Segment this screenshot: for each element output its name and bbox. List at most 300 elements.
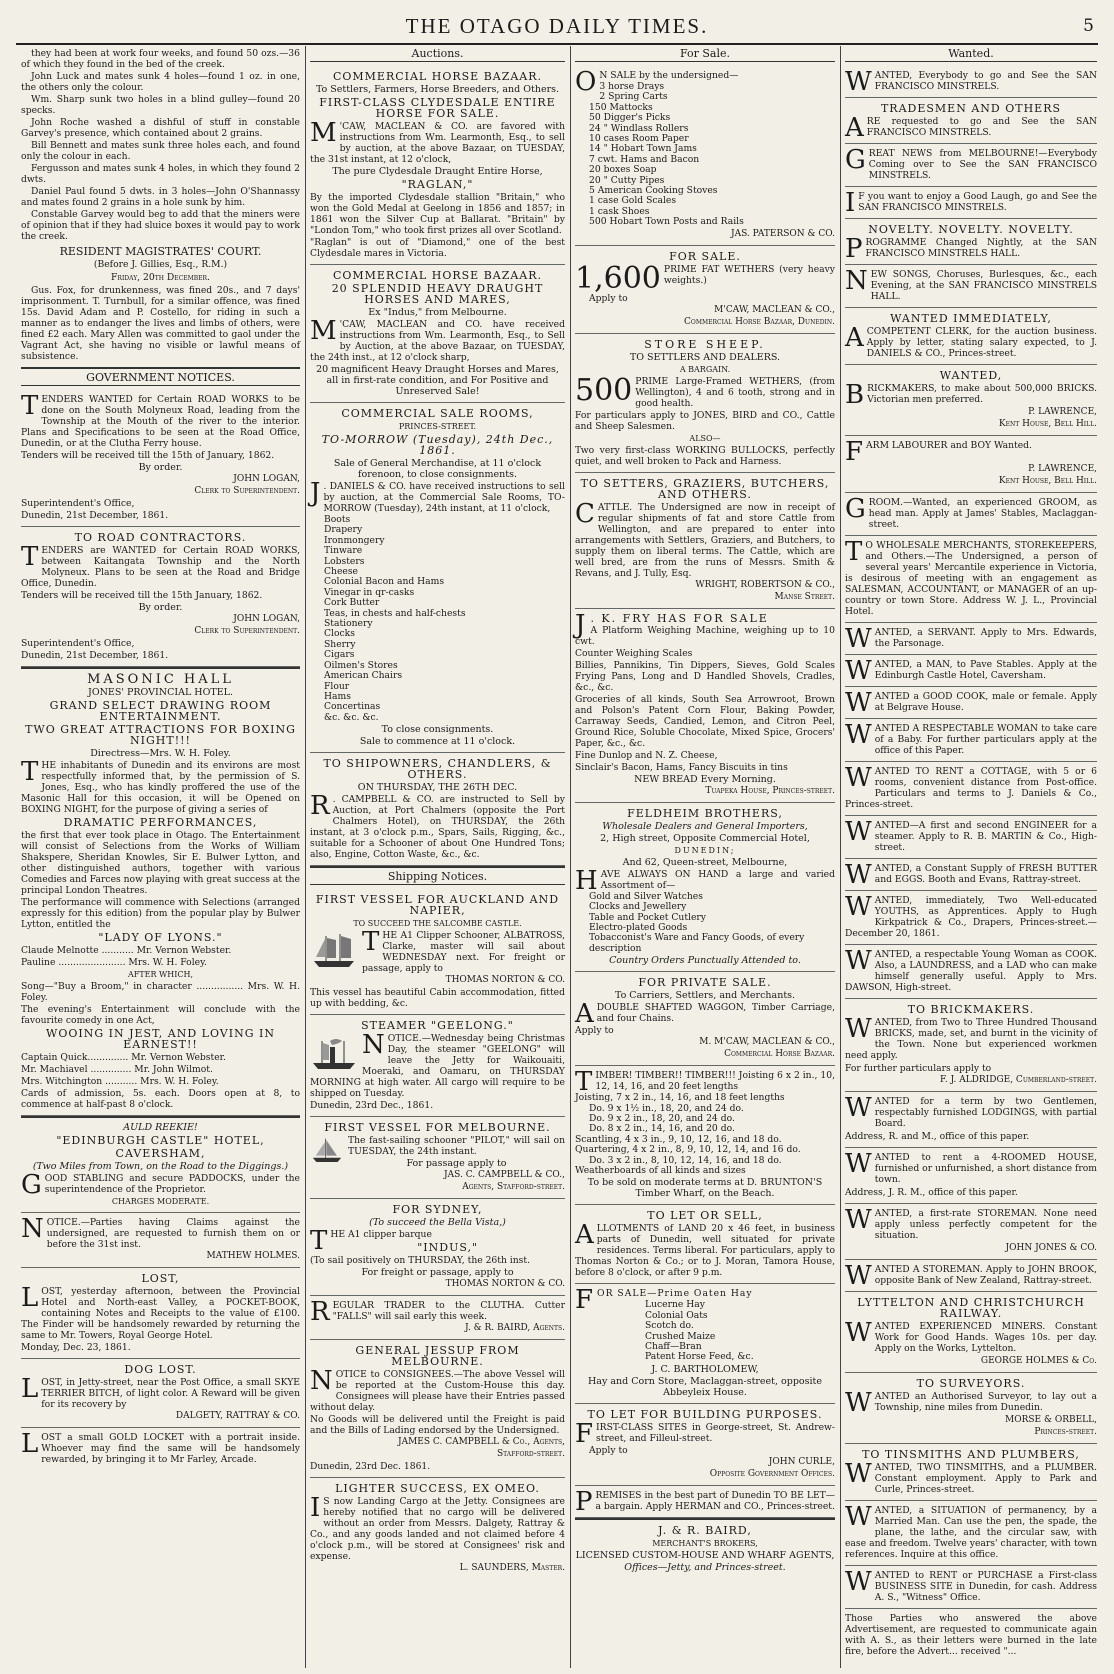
list-item: 10 cases Room Paper: [589, 133, 689, 145]
drop-cap: W: [845, 1388, 872, 1418]
ad-subtitle: DRAMATIC PERFORMANCES,: [63, 816, 258, 829]
ad-text: Fine Dunlop and N. Z. Cheese,: [575, 749, 718, 761]
ad-auld-reekie: [21, 1116, 300, 1213]
ad-masonic-hall: [21, 667, 300, 1116]
ad-text: HE A1 Clipper Schooner, ALBATROSS, Clarke, master will sail about WEDNESDAY next. For freight or passage, apply to: [362, 930, 565, 975]
ad-signature: JAS. C. CAMPBELL & CO.,: [444, 1170, 565, 1181]
wanted-ad: [845, 891, 1097, 945]
ad-text: For particulars apply to JONES, BIRD and CO., Cattle and Sheep Salesmen.: [575, 409, 835, 432]
ad-subtitle: LICENSED CUSTOM-HOUSE AND WHARF AGENTS,: [575, 1549, 835, 1561]
list-item: Clocks and Jewellery: [589, 901, 687, 913]
ad-text: Apply to: [589, 292, 628, 304]
list-item: 150 Mattocks: [589, 101, 653, 113]
wanted-ad: [845, 816, 1097, 859]
wanted-ad: [845, 1260, 1097, 1292]
ad-text: Superintendent's Office,: [21, 498, 135, 509]
ad-title: TO ROAD CONTRACTORS.: [74, 531, 247, 544]
court-heading: RESIDENT MAGISTRATES' COURT.: [59, 245, 262, 258]
ad-text: ANTED a GOOD COOK, male or female. Apply at Belgrave House.: [874, 691, 1097, 713]
ad-sydney-indus: [310, 1199, 565, 1296]
list-item: Tinware: [324, 545, 363, 557]
wanted-ad: [845, 187, 1097, 219]
list-item: Oilmen's Stores: [324, 659, 398, 671]
ad-signature: P. LAWRENCE,: [1028, 464, 1097, 474]
drop-cap: R: [310, 791, 330, 822]
ad-general-jessup: [310, 1340, 565, 1478]
ad-text: By order.: [138, 462, 183, 473]
drop-cap: J: [575, 609, 588, 640]
ad-text: For further particulars apply to: [845, 1063, 992, 1074]
drop-cap: A: [575, 999, 594, 1030]
ad-text: EW SONGS, Choruses, Burlesques, &c., each Evening, at the SAN FRANCISCO MINSTRELS HALL.: [870, 269, 1097, 302]
ad-text: ANTED, Everybody to go and See the SAN FRANCISCO MINSTRELS.: [874, 70, 1097, 92]
wanted-ad: [845, 655, 1097, 687]
ad-title: LOST,: [141, 1272, 180, 1285]
ad-subtitle: FIRST-CLASS CLYDESDALE ENTIRE HORSE FOR SALE.: [319, 96, 556, 120]
ad-text: . DANIELS & CO. have received instructions to sell by auction, at the Commercial Sale Rooms, TO-MORROW (Tuesday), 24th instant, at 11 o'clock,: [323, 481, 565, 514]
cast-line: Mr. Machiavel .............. Mr. John Wilmot.: [21, 1064, 213, 1075]
ad-text: The performance will commence with Selections (arranged expressly for this edition) from the popular play by Bulwer Lytton, entitled the: [21, 897, 300, 930]
ad-text: O WHOLESALE MERCHANTS, STOREKEEPERS, and Others.—The Undersigned, a person of several years' Mercantile experience in Victoria, is desirous of meeting with an engagement as SALESMAN, ACCOUNTANT, or MANAGER of an up-country or town Store. Address W. J. L., Provincial Hotel.: [845, 540, 1097, 617]
masthead: [0, 14, 1114, 40]
ad-title: TO TINSMITHS AND PLUMBERS,: [862, 1448, 1080, 1461]
wanted-ad: [845, 623, 1097, 655]
ad-subtitle: Wholesale Dealers and General Importers,: [602, 820, 808, 832]
cast-line: Captain Quick.............. Mr. Vernon Webster.: [21, 1052, 226, 1063]
drop-cap: G: [845, 145, 866, 175]
drop-cap: C: [575, 498, 595, 529]
ad-text: Counter Weighing Scales: [575, 647, 693, 659]
ad-address: Commercial Horse Bazaar, Dunedin.: [684, 316, 835, 327]
ad-text: OST, in Jetty-street, near the Post Office, a small SKYE TERRIER BITCH, of light color. A Reward will be given for its recovery by: [41, 1377, 300, 1410]
ad-tender-molyneux: [21, 390, 300, 527]
ad-address: Agents, Stafford-street.: [462, 1182, 565, 1193]
list-item: Vinegar in qr-casks: [324, 586, 415, 598]
column-news-notices: [18, 48, 303, 1668]
news-paragraph: John Luck and mates sunk 4 holes—found 1 oz. in one, the others only the colour.: [21, 71, 300, 93]
merchandise-list: [310, 515, 565, 723]
ad-text: ATTLE. The Undersigned are now in receipt of regular shipments of fat and store Cattle from Wellington, and are prepared to enter into arrangements with Settlers, Graziers, and Butchers, to supply them on liberal terms. The Cattle, which are well bred, are from the runs of Messrs. Smith & Revans, and J. Tully, Esq.: [575, 501, 835, 579]
ad-text: ENDERS are WANTED for Certain ROAD WORKS, between Kaitangata Township and the North Molyneux. Plans to be seen at the Road and Bridge Office, Dunedin.: [21, 545, 300, 589]
drop-cap: J: [310, 478, 321, 508]
list-item: 5 American Cooking Stoves: [589, 185, 718, 197]
ad-text: OTICE to CONSIGNEES.—The above Vessel will be reported at the Custom-House this day. Consignees will please have their Entries passed without delay.: [310, 1369, 565, 1414]
ad-text: The pure Clydesdale Draught Entire Horse,: [332, 166, 543, 177]
ad-title: TO LET FOR BUILDING PURPOSES.: [587, 1407, 823, 1421]
ad-text: COMPETENT CLERK, for the auction business. Apply by letter, stating salary expected, to J. DANIELS & CO., Princes-street.: [866, 326, 1097, 359]
ad-text: ANTED EXPERIENCED MINERS. Constant Work for Good Hands. Wages 10s. per day. Apply on the Works, Lyttelton.: [874, 1321, 1097, 1354]
ad-vessel-melbourne: [310, 1117, 565, 1199]
list-item: Sherry: [324, 638, 356, 650]
ad-text: To be sold on moderate terms at D. BRUNTON'S Timber Wharf, on the Beach.: [587, 1177, 823, 1200]
ad-signature: GEORGE HOLMES & Co.: [980, 1356, 1097, 1366]
ad-text: ANTED, immediately, Two Well-educated YOUTHS, as Apprentices. Apply to Hugh Kirkpatrick & Co., Drapers, Princes-street.—December 20, 1861.: [845, 895, 1097, 939]
drop-cap: T: [21, 391, 39, 421]
ad-title: COMMERCIAL HORSE BAZAAR.: [332, 70, 543, 83]
drop-cap: L: [21, 1283, 39, 1313]
ad-text: ANTED A RESPECTABLE WOMAN to take care of a Baby. For further particulars apply at the office of this Paper.: [874, 723, 1097, 756]
ad-signature: JAMES C. CAMPBELL & Co., Agents,: [397, 1437, 565, 1448]
list-item: Lucerne Hay: [645, 1299, 705, 1311]
ad-text: Superintendent's Office,: [21, 638, 135, 649]
drop-cap: W: [845, 1014, 872, 1044]
ad-text: Address, J. R. M., office of this paper.: [845, 1187, 1018, 1198]
wanted-ad: [845, 493, 1097, 536]
wanted-ad: [845, 1204, 1097, 1260]
ad-text: (Two Miles from Town, on the Road to the Diggings.): [32, 1161, 289, 1172]
drop-cap: N: [310, 1366, 333, 1397]
ad-text: The fast-sailing schooner "PILOT," will sail on TUESDAY, the 24th instant.: [348, 1135, 565, 1158]
ad-signature: P. LAWRENCE,: [1028, 407, 1097, 417]
page-number: 5: [1083, 16, 1094, 36]
drop-cap: N: [845, 266, 868, 296]
drop-cap: W: [845, 656, 872, 686]
drop-cap: F: [575, 1285, 595, 1316]
ad-address: DUNEDIN;: [674, 845, 736, 855]
ad-private-sale: [575, 972, 835, 1066]
section-header-for-sale: For Sale.: [575, 48, 835, 62]
ad-title: STORE SHEEP.: [644, 337, 766, 351]
ad-signature: THOMAS NORTON & CO.: [445, 975, 565, 986]
list-item: 1 case Gold Scales: [589, 195, 677, 207]
list-item: Teas, in chests and half-chests: [324, 607, 466, 619]
ad-address: Princes-street.: [1034, 1427, 1097, 1437]
drop-cap: W: [845, 763, 872, 793]
ad-subtitle: 20 SPLENDID HEAVY DRAUGHT HORSES AND MARES,: [331, 282, 544, 306]
ad-text: For passage apply to: [406, 1158, 507, 1170]
drop-cap: I: [310, 1493, 321, 1524]
ad-signature: MATHEW HOLMES.: [206, 1251, 300, 1261]
list-item: Ironmongery: [324, 534, 385, 546]
ad-signature: Clerk to Superintendent.: [194, 626, 300, 636]
drop-cap: W: [845, 946, 872, 976]
wanted-ad: [845, 1444, 1097, 1501]
drop-cap: L: [21, 1429, 39, 1459]
ad-text: HE A1 clipper barque: [330, 1229, 432, 1241]
ad-text: The evening's Entertainment will conclude with the favourite comedy in one Act,: [21, 1004, 300, 1026]
list-item: Do. 8 x 2 in., 14, 16, and 20 do.: [589, 1123, 735, 1135]
list-item: 1 cask Shoes: [589, 205, 650, 217]
drop-cap: M: [310, 118, 337, 148]
ad-text: EGULAR TRADER to the CLUTHA. Cutter "FALLS" will sail early this week.: [332, 1300, 565, 1323]
wanted-ad: [845, 1501, 1097, 1566]
drop-cap: W: [845, 1567, 872, 1597]
list-item: American Chairs: [324, 670, 403, 682]
list-item: Electro-plated Goods: [589, 921, 688, 933]
drop-cap: W: [845, 688, 872, 718]
list-item: Do. 9 x 2 in., 18, 20, and 24 do.: [589, 1112, 735, 1124]
ad-date: Dunedin, 23rd Dec. 1861.: [310, 1461, 431, 1473]
ad-text: ANTED, a respectable Young Woman as COOK. Also, a LAUNDRESS, and a LAD who can make himself generally useful. Apply to Mrs. DAWSON, High-street.: [845, 949, 1097, 993]
wanted-ad: [845, 1373, 1097, 1444]
drop-cap: I: [845, 188, 856, 218]
ad-title: FIRST VESSEL FOR MELBOURNE.: [324, 1121, 551, 1135]
ad-lost-pocketbook: [21, 1268, 300, 1359]
wanted-ad: [845, 719, 1097, 762]
ad-text: OOD STABLING and secure PADDOCKS, under the superintendence of the Proprietor.: [44, 1173, 300, 1195]
news-paragraph: they had been at work four weeks, and found 50 ozs.—36 of which they found in the bed of the creek.: [21, 48, 300, 70]
column-divider: [840, 46, 841, 1668]
list-item: 500 Hobart Town Posts and Rails: [589, 216, 744, 228]
list-item: Lobsters: [324, 555, 365, 567]
ad-title: NOVELTY. NOVELTY. NOVELTY.: [868, 223, 1074, 236]
ad-road-contractors: [21, 527, 300, 667]
drop-cap: W: [845, 1261, 872, 1291]
list-item: Patent Horse Feed, &c.: [645, 1351, 754, 1363]
wanted-ad: [845, 859, 1097, 891]
drop-cap: W: [845, 1502, 872, 1532]
ad-subtitle: "LADY OF LYONS.": [98, 931, 223, 944]
list-item: Cork Butter: [324, 597, 380, 609]
drop-cap: W: [845, 624, 872, 654]
ad-timber: [575, 1066, 835, 1205]
drop-cap: N: [21, 1214, 44, 1244]
ad-subtitle: MERCHANT'S BROKERS,: [652, 1538, 758, 1548]
wanted-ad: [845, 1092, 1097, 1148]
ad-text: ANTED, a MAN, to Pave Stables. Apply at the Edinburgh Castle Hotel, Caversham.: [874, 659, 1097, 681]
ad-cattle: [575, 473, 835, 609]
ad-notice-holmes: [21, 1213, 300, 1268]
ad-store-sheep: [575, 334, 835, 473]
ad-subtitle: "RAGLAN,": [401, 178, 474, 191]
ad-text: F you want to enjoy a Good Laugh, go and See the SAN FRANCISCO MINSTRELS.: [858, 191, 1097, 213]
ad-title: COMMERCIAL SALE ROOMS,: [341, 407, 534, 420]
ad-date: Dunedin, 21st December, 1861.: [21, 510, 169, 521]
ad-text: Address, R. and M., office of this paper.: [845, 1131, 1030, 1142]
ad-title: TO LET OR SELL,: [647, 1209, 763, 1223]
list-item: Weatherboards of all kinds and sizes: [575, 1164, 746, 1176]
masthead-rule: [16, 43, 1098, 45]
list-item: Quartering, 4 x 2 in., 8, 9, 10, 12, 14, and 16 do.: [575, 1144, 801, 1156]
cast-line: Claude Melnotte ........... Mr. Vernon Webster.: [21, 945, 232, 956]
ad-vessel-auckland: [310, 889, 565, 1015]
sailing-ship-icon: [310, 930, 358, 970]
schooner-icon: [310, 1135, 344, 1165]
news-report: [21, 48, 300, 362]
ad-title: WANTED,: [939, 369, 1003, 382]
list-item: Chaff—Bran: [645, 1341, 702, 1352]
ad-horse-bazaar-raglan: [310, 66, 565, 265]
ad-text: REAT NEWS from MELBOURNE!—Everybody Coming over to See the SAN FRANCISCO MINSTRELS.: [868, 148, 1097, 181]
ad-signature: JOHN LOGAN,: [233, 614, 300, 624]
ad-title: J. & R. BAIRD,: [658, 1523, 752, 1537]
ad-text: 20 magnificent Heavy Draught Horses and Mares, all in first-rate condition, and For Positive and Unreserved Sale!: [316, 364, 559, 397]
ad-building-purposes: [575, 1404, 835, 1486]
ad-fat-wethers: [575, 246, 835, 334]
ad-title: TRADESMEN AND OTHERS: [880, 102, 1062, 115]
ad-title: FOR SYDNEY,: [392, 1203, 483, 1217]
list-item: 20 boxes Soap: [589, 164, 657, 176]
ad-text: Billies, Pannikins, Tin Dippers, Sieves, Gold Scales Frying Pans, Long and D Handled Shovels, Cradles, &c., &c.: [575, 659, 835, 693]
ad-text: HE inhabitants of Dunedin and its environs are most respectfully informed that, by the permission of S. Jones, Esq., who has kindly proffered the use of the Masonic Hall for this occasion, it will be Opened on BOXING NIGHT, for the purpose of giving a series of: [21, 760, 300, 815]
ad-text: ROOM.—Wanted, an experienced GROOM, as head man. Apply at James' Stables, Maclaggan-street.: [868, 497, 1097, 530]
ad-text: RE requested to go and See the SAN FRANCISCO MINSTRELS.: [866, 116, 1097, 138]
list-item: Stationery: [324, 618, 373, 630]
drop-cap: W: [845, 1459, 872, 1489]
ad-subtitle: PRINCES-STREET.: [398, 422, 477, 431]
court-report: Gus. Fox, for drunkenness, was fined 20s., and 7 days' imprisonment. T. Turnbull, for a similar offence, was fined 15s. David Adam and P. Costello, for riding in such a manner as to endanger the lives and limbs of others, were fined £2 each. Mary Allen was committed to gaol under the Vagrant Act, she having no visible or lawful means of subsistence.: [21, 285, 300, 362]
ad-title: MASONIC HALL: [87, 672, 234, 687]
ad-subtitle: NEW BREAD Every Morning.: [634, 773, 776, 785]
ad-text: This vessel has beautiful Cabin accommodation, fitted up with bedding, &c.: [310, 987, 565, 1010]
newspaper-title: THE OTAGO DAILY TIMES.: [405, 14, 709, 38]
ad-text: 'CAW, MACLEAN and CO. have received instructions from Wm. Learmonth, Esq., to Sell by Auction, at the above Bazaar, on TUESDAY, the 24th inst., at 12 o'clock sharp,: [310, 319, 565, 363]
wanted-ad: [845, 1566, 1097, 1609]
ad-signature: JOHN LOGAN,: [233, 474, 300, 484]
wanted-ad: [845, 687, 1097, 719]
drop-cap: A: [845, 323, 864, 353]
wanted-ad: [845, 365, 1097, 436]
ad-text: IMBER! TIMBER!! TIMBER!!! Joisting 6 x 2 in., 10, 12, 14, 16, and 20 feet lengths: [595, 1070, 835, 1093]
drop-cap: W: [845, 1318, 872, 1348]
ad-text: ANTED to RENT or PURCHASE a First-class BUSINESS SITE in Dunedin, for cash. Address A. S., "Witness" Office.: [874, 1570, 1097, 1603]
section-header-government: GOVERNMENT NOTICES.: [21, 367, 300, 386]
ad-text: For freight or passage, apply to: [361, 1267, 514, 1279]
wanted-ad: [845, 219, 1097, 265]
ad-title: TO SURVEYORS.: [916, 1377, 1026, 1390]
ad-text: AFTER WHICH,: [127, 970, 194, 979]
ad-text: OST, yesterday afternoon, between the Provincial Hotel and North-east Valley, a POCKET-BOOK, containing Notes and Receipts to the value of £100. The Finder will be handsomely rewarded by returning the same to Mr. Towers, Royal George Hotel.: [21, 1286, 300, 1341]
column-auctions-shipping: [307, 48, 568, 1668]
list-item: Clocks: [324, 628, 355, 640]
ad-signature: JOHN CURLE,: [768, 1456, 835, 1467]
ad-text: Sale of General Merchandise, at 11 o'clock forenoon, to close consignments.: [333, 458, 542, 480]
ad-text: ANTED an Authorised Surveyor, to lay out a Township, nine miles from Dunedin.: [874, 1391, 1097, 1413]
column-wanted: [842, 48, 1100, 1668]
ad-address: Hay and Corn Store, Maclaggan-street, opposite Abbeyleix House.: [588, 1375, 822, 1398]
drop-cap: H: [575, 865, 598, 896]
drop-cap: T: [21, 542, 39, 572]
drop-cap: W: [845, 817, 872, 847]
drop-cap: O: [575, 67, 597, 97]
wanted-ad: [845, 265, 1097, 308]
ad-address: Offices—Jetty, and Princes-street.: [624, 1561, 786, 1573]
cast-line: Song—"Buy a Broom," in character ................ Mrs. W. H. Foley.: [21, 981, 300, 1003]
ad-text: the first that ever took place in Otago. The Entertainment will consist of Selections from the Works of William Shakspere, Sheridan Knowles, Sir E. Bulwer Lytton, and other distinguished authors, together with various Comedies and Farces now playing with great success at the principal London Theatres.: [21, 830, 300, 896]
ad-title: AULD REEKIE!: [123, 1122, 198, 1133]
ad-date: Dunedin, 21st December, 1861.: [21, 650, 169, 661]
ad-address: And 62, Queen-street, Melbourne,: [622, 856, 788, 868]
ad-subtitle: GRAND SELECT DRAWING ROOM ENTERTAINMENT.: [49, 699, 272, 723]
ad-text: LLOTMENTS of LAND 20 x 46 feet, in business parts of Dunedin, well situated for private residences. Terms liberal. For particulars, apply to Thomas Norton & Co.; or to J. Moran, Tamora House, before 8 o'clock, or after 9 p.m.: [575, 1223, 835, 1279]
wanted-ad: [845, 308, 1097, 365]
drop-cap: W: [845, 67, 872, 97]
list-item: Joisting, 7 x 2 in., 14, 16, and 18 feet lengths: [575, 1092, 785, 1104]
ad-text: S now Landing Cargo at the Jetty. Consignees are hereby notified that no cargo will be delivered without an order from Messrs. Dalgety, Rattray & Co., and any goods landed and not claimed before 4 o'clock p.m., will be stored at Consignees' risk and expense.: [310, 1496, 565, 1563]
drop-cap: T: [845, 537, 863, 567]
ad-title: TO BRICKMAKERS.: [907, 1003, 1035, 1016]
ad-feldheim-brothers: [575, 803, 835, 972]
ad-title: TO SHIPOWNERS, CHANDLERS, & OTHERS.: [323, 757, 552, 782]
ad-address: Opposite Government Offices.: [709, 1468, 835, 1479]
wanted-ad: [845, 536, 1097, 623]
section-header-auctions: Auctions.: [310, 48, 565, 62]
ad-text: ROGRAMME Changed Nightly, at the SAN FRANCISCO MINSTRELS HALL.: [865, 237, 1097, 259]
list-item: 2 Spring Carts: [599, 91, 668, 103]
ad-text: ANTED A STOREMAN. Apply to JOHN BROOK, opposite Bank of New Zealand, Rattray-street.: [874, 1264, 1097, 1286]
ad-title: DOG LOST.: [124, 1363, 197, 1376]
ad-text: ANTED, a SERVANT. Apply to Mrs. Edwards, the Parsonage.: [874, 627, 1097, 649]
ad-text: Sinclair's Bacon, Hams, Fancy Biscuits in tins: [575, 761, 788, 773]
ad-title: FOR SALE.: [669, 249, 741, 263]
list-item: 14 " Hobart Town Jams: [589, 143, 697, 155]
drop-cap: T: [362, 927, 380, 958]
drop-cap: N: [362, 1030, 385, 1061]
ad-subtitle: TWO GREAT ATTRACTIONS FOR BOXING NIGHT!!!: [25, 723, 296, 747]
column-divider: [305, 46, 306, 1668]
ad-title: WANTED IMMEDIATELY,: [890, 312, 1052, 325]
ad-text: Two very first-class WORKING BULLOCKS, perfectly quiet, and well broken to Pack and Harness.: [575, 444, 835, 467]
list-item: Do. 9 x 1½ in., 18, 20, and 24 do.: [589, 1102, 744, 1114]
drop-cap: R: [310, 1297, 330, 1328]
ad-signature: F. J. ALDRIDGE, Cumberland-street.: [940, 1075, 1097, 1085]
ad-signature: Clerk to Superintendent.: [194, 486, 300, 496]
ad-text: "Raglan" is out of "Diamond," one of the best Clydesdale mares in Victoria.: [310, 237, 565, 259]
ad-subtitle: "EDINBURGH CASTLE" HOTEL,: [56, 1134, 265, 1147]
ad-clutha-trader: [310, 1296, 565, 1340]
news-paragraph: Bill Bennett and mates sunk three holes each, and found only the colour in each.: [21, 140, 300, 162]
ad-text: By order.: [138, 602, 183, 613]
ad-steamer-geelong: [310, 1015, 565, 1117]
ad-text: A Platform Weighing Machine, weighing up to 10 cwt.: [575, 624, 835, 647]
ad-signature: JOHN JONES & CO.: [1005, 1243, 1097, 1253]
drop-cap: W: [845, 892, 872, 922]
sale-list: [575, 82, 835, 228]
drop-cap: W: [845, 1093, 872, 1123]
list-item: Do. 3 x 2 in., 8, 10, 12, 14, 16, and 18 do.: [589, 1154, 782, 1166]
drop-cap: G: [21, 1170, 42, 1200]
wanted-ad: [845, 144, 1097, 187]
list-item: Cheese: [324, 566, 358, 578]
drop-cap: F: [575, 1418, 594, 1449]
ad-text: ANTED TO RENT a COTTAGE, with 5 or 6 rooms, convenient distance from Post-office. Particulars and terms to J. Daniels & Co., Princes-street.: [845, 766, 1097, 810]
ad-signature: MORSE & ORBELL,: [1005, 1415, 1097, 1425]
ad-text: Groceries of all kinds, South Sea Arrowroot, Brown and Polson's Patent Corn Flour, Baking Powder, Carraway Seeds, Candied, Lemon, and Citron Peel, Ground Rice, Soluble Chocolate, Mixed Spice, Grocers' Paper, &c., &c.: [575, 693, 835, 749]
wanted-ads-list: [845, 66, 1097, 1662]
news-paragraph: Daniel Paul found 5 dwts. in 3 holes—John O'Shannassy and mates found 2 grains in a hole sunk by him.: [21, 186, 300, 208]
news-paragraph: Constable Garvey would beg to add that the miners were of opinion that if they had sluice boxes it would pay to work the creek.: [21, 209, 300, 242]
drop-cap: W: [845, 1205, 872, 1235]
wanted-ad: [845, 66, 1097, 98]
ad-text: ANTED—A first and second ENGINEER for a steamer. Apply to R. B. MARTIN & Co., High-street.: [874, 820, 1097, 853]
ad-text: OR SALE—Prime Oaten Hay: [597, 1288, 753, 1300]
ad-subtitle: (To succeed the Bella Vista,): [369, 1217, 506, 1229]
ad-signature: Tuapeka House, Princes-street.: [705, 785, 835, 796]
wanted-ad: [845, 999, 1097, 1092]
ad-text: AVE ALWAYS ON HAND a large and varied Assortment of—: [600, 868, 835, 891]
drop-cap: G: [845, 494, 866, 524]
ad-subtitle: CAVERSHAM,: [115, 1147, 206, 1160]
list-item: 7 cwt. Hams and Bacon: [589, 153, 700, 165]
ad-horse-bazaar-draught: [310, 265, 565, 403]
ad-title: LIGHTER SUCCESS, EX OMEO.: [335, 1482, 540, 1496]
ad-text: Those Parties who answered the above Advertisement, are requested to communicate again with A. S., as their letters were burned in the late fire, before the Advert... received "...: [845, 1613, 1097, 1657]
list-item: Colonial Oats: [645, 1309, 708, 1321]
court-before: (Before J. Gillies, Esq., R.M.): [93, 259, 228, 270]
list-item: Drapery: [324, 524, 363, 536]
ad-title: COMMERCIAL HORSE BAZAAR.: [332, 269, 543, 282]
wanted-ad: [845, 1292, 1097, 1373]
list-item: Colonial Bacon and Hams: [324, 576, 445, 588]
ad-text: Sale to commence at 11 o'clock.: [359, 736, 516, 748]
drop-cap: W: [845, 860, 872, 890]
ad-address: Stafford-street.: [496, 1449, 565, 1460]
list-item: Concertinas: [324, 701, 381, 713]
steamer-icon: [310, 1033, 358, 1073]
section-header-shipping: Shipping Notices.: [310, 866, 565, 885]
drop-cap: T: [310, 1226, 328, 1257]
ad-signature: WRIGHT, ROBERTSON & CO.,: [695, 579, 835, 590]
